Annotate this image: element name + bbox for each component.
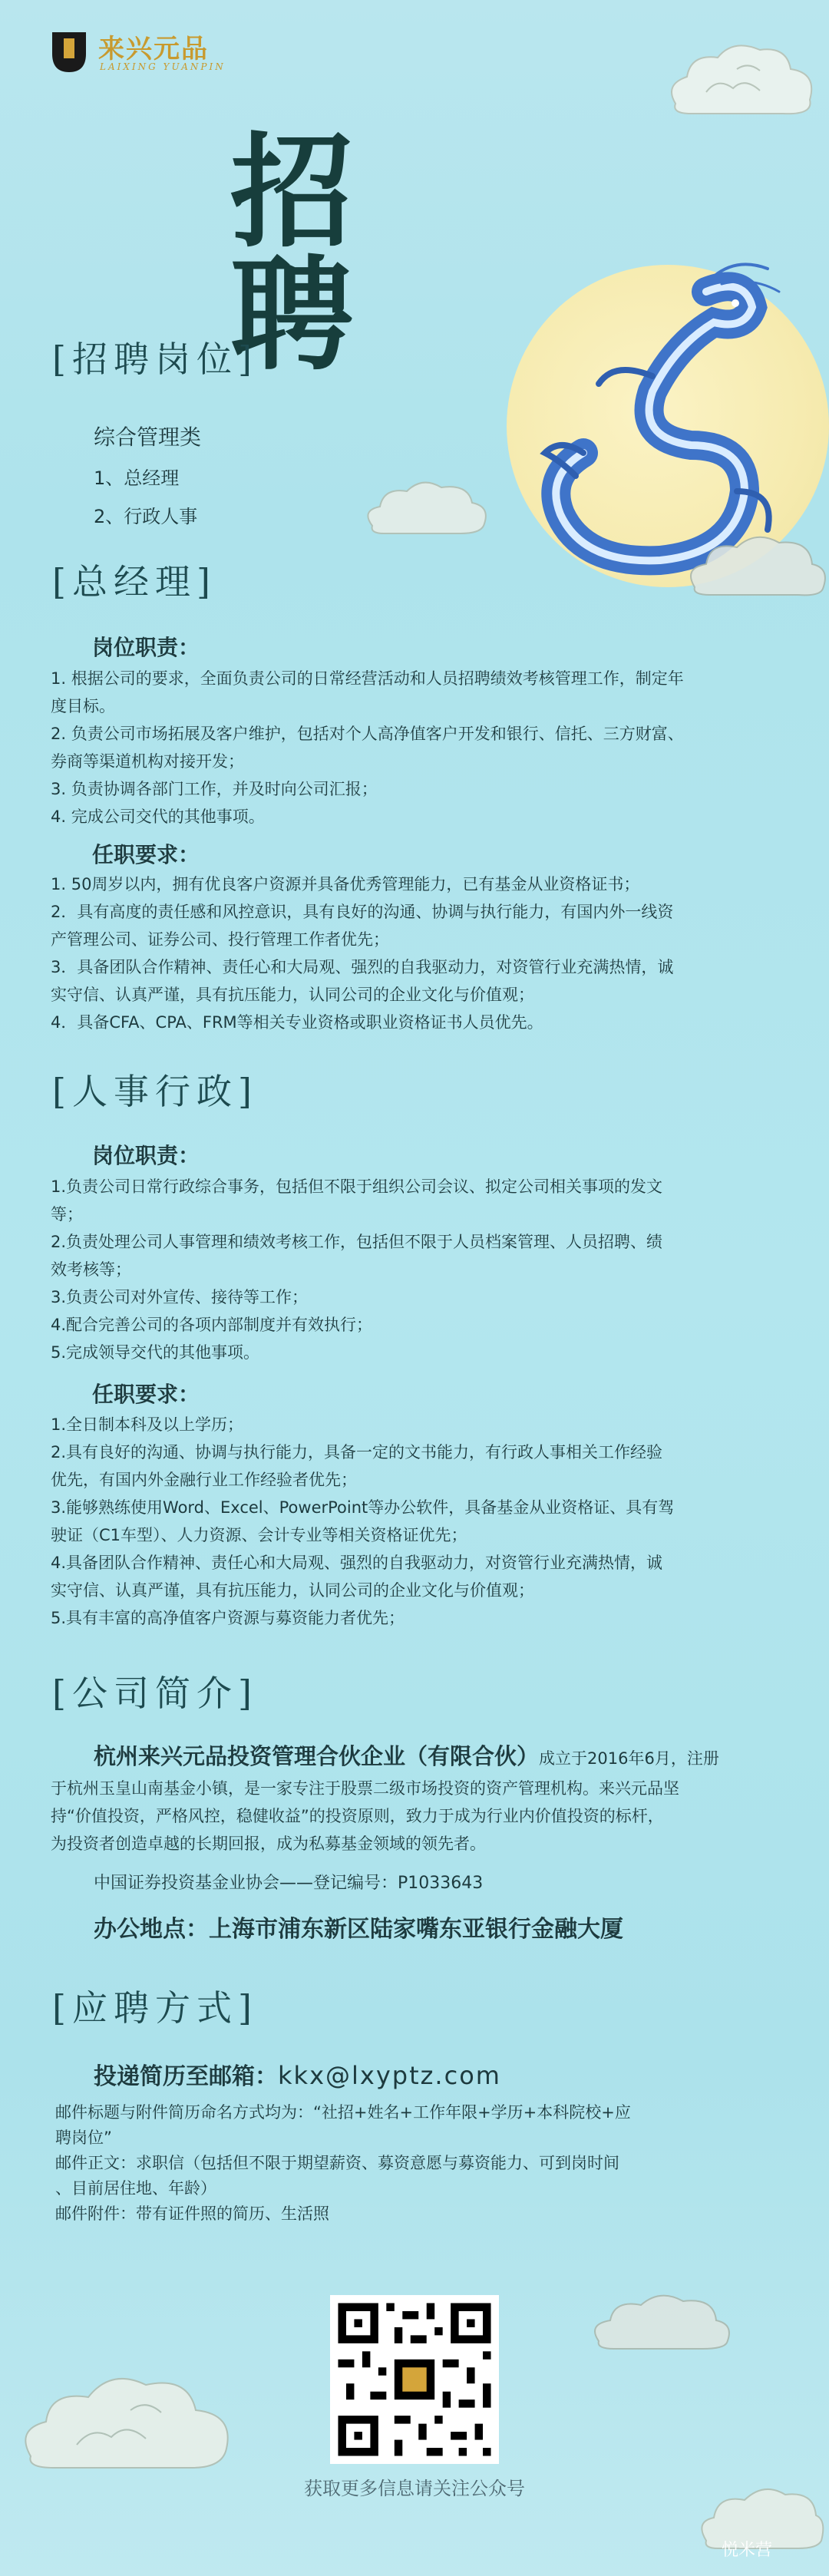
list-item: 邮件附件：带有证件照的简历、生活照	[55, 2204, 329, 2223]
company-intro-tail: 成立于2016年6月，注册	[539, 1749, 719, 1768]
qr-code[interactable]	[330, 2295, 499, 2464]
list-item: 3.能够熟练使用Word、Excel、PowerPoint等办公软件，具备基金从业资格证、具有驾	[51, 1498, 675, 1517]
cloud-icon	[683, 526, 829, 599]
list-item: 2.负责处理公司人事管理和绩效考核工作，包括但不限于人员档案管理、人员招聘、绩	[51, 1233, 663, 1251]
apply-email-line	[94, 2057, 501, 2091]
office-address: 办公地点：上海市浦东新区陆家嘴东亚银行金融大厦	[94, 1916, 623, 1943]
list-item: 3.负责公司对外宣传、接待等工作；	[51, 1288, 309, 1306]
list-item: 1. 根据公司的要求，全面负责公司的日常经营活动和人员招聘绩效考核管理工作，制定年	[51, 669, 684, 688]
gm-req-title: 任职要求：	[92, 842, 200, 867]
email-label: 投递简历至邮箱：	[94, 2063, 278, 2090]
list-item: 2.具有良好的沟通、协调与执行能力，具备一定的文书能力，有行政人事相关工作经验	[51, 1443, 663, 1461]
section-title-positions: [招聘岗位]	[52, 339, 258, 380]
list-item: 于杭州玉皇山南基金小镇，是一家专注于股票二级市场投资的资产管理机构。来兴元品坚	[51, 1779, 679, 1798]
list-item: 1. 50周岁以内，拥有优良客户资源并具备优秀管理能力，已有基金从业资格证书；	[51, 875, 640, 893]
section-title-about: [公司简介]	[52, 1673, 258, 1714]
list-item: 驶证（C1车型）、人力资源、会计专业等相关资格证优先；	[51, 1526, 467, 1544]
brand-logo	[51, 28, 281, 81]
brand-name: 来兴元品	[98, 34, 209, 64]
list-item: 为投资者创造卓越的长期回报，成为私募基金领域的领先者。	[51, 1835, 486, 1853]
list-item: 5.具有丰富的高净值客户资源与募资能力者优先；	[51, 1609, 405, 1627]
section-title-apply: [应聘方式]	[52, 1987, 258, 2029]
hr-duties	[51, 1173, 818, 1366]
list-item: 优先，有国内外金融行业工作经验者优先；	[51, 1471, 357, 1489]
list-item: 实守信、认真严谨，具有抗压能力，认同公司的企业文化与价值观；	[51, 986, 534, 1004]
list-item: 4.具备团队合作精神、责任心和大局观、强烈的自我驱动力，对资管行业充满热情，诚	[51, 1554, 663, 1572]
email-address[interactable]: kkx@lxyptz.com	[278, 2061, 501, 2090]
gm-duties-title: 岗位职责：	[92, 635, 200, 660]
watermark: 悦米营	[722, 2541, 773, 2560]
hr-reqs	[51, 1411, 818, 1632]
company-intro	[51, 1775, 818, 1858]
section-title-gm: [总经理]	[52, 561, 216, 603]
cloud-icon	[660, 31, 821, 123]
list-item: 5.完成领导交代的其他事项。	[51, 1343, 260, 1362]
hr-req-title: 任职要求：	[92, 1382, 200, 1407]
position-list	[94, 459, 197, 536]
position-category: 综合管理类	[94, 424, 202, 450]
cloud-icon	[15, 2360, 246, 2475]
registration-number: 中国证券投资基金业协会——登记编号：P1033643	[94, 1874, 484, 1893]
hr-duties-title: 岗位职责：	[92, 1143, 200, 1168]
gm-reqs	[51, 870, 818, 1036]
apply-details	[55, 2100, 823, 2227]
list-item: 3．具备团队合作精神、责任心和大局观、强烈的自我驱动力，对资管行业充满热情，诚	[51, 958, 674, 976]
section-title-hr: [人事行政]	[52, 1071, 258, 1112]
list-item: 2. 负责公司市场拓展及客户维护，包括对个人高净值客户开发和银行、信托、三方财富、	[51, 725, 684, 743]
list-item: 4.配合完善公司的各项内部制度并有效执行；	[51, 1316, 373, 1334]
list-item: 2．具有高度的责任感和风控意识，具有良好的沟通、协调与执行能力，有国内外一线资	[51, 903, 674, 921]
footer-text: 获取更多信息请关注公众号	[304, 2478, 525, 2499]
company-intro-first-line	[94, 1739, 719, 1771]
list-item: 实守信、认真严谨，具有抗压能力，认同公司的企业文化与价值观；	[51, 1581, 534, 1600]
list-item: 邮件正文：求职信（包括但不限于期望薪资、募资意愿与募资能力、可到岗时间	[55, 2154, 619, 2172]
list-item: 券商等渠道机构对接开发；	[51, 752, 244, 771]
list-item: 1.负责公司日常行政综合事务，包括但不限于组织公司会议、拟定公司相关事项的发文	[51, 1177, 663, 1196]
list-item: 、目前居住地、年龄）	[55, 2179, 216, 2198]
list-item: 1、总经理	[94, 467, 180, 489]
page-title: 招聘	[230, 120, 438, 387]
list-item: 4. 完成公司交代的其他事项。	[51, 807, 265, 826]
list-item: 4．具备CFA、CPA、FRM等相关专业资格或职业资格证书人员优先。	[51, 1013, 543, 1032]
list-item: 邮件标题与附件简历命名方式均为：“社招+姓名+工作年限+学历+本科院校+应	[55, 2103, 631, 2122]
list-item: 等；	[51, 1205, 83, 1224]
gm-duties	[51, 665, 818, 831]
list-item: 度目标。	[51, 697, 115, 715]
list-item: 产管理公司、证券公司、投行管理工作者优先；	[51, 930, 389, 949]
brand-name-en: LAIXING YUANPIN	[100, 61, 226, 72]
cloud-icon	[361, 472, 491, 537]
list-item: 聘岗位”	[55, 2129, 112, 2147]
qr-code-pattern	[330, 2295, 499, 2464]
list-item: 2、行政人事	[94, 506, 198, 527]
list-item: 1.全日制本科及以上学历；	[51, 1415, 244, 1434]
list-item: 持“价值投资，严格风控，稳健收益”的投资原则，致力于成为行业内价值投资的标杆，	[51, 1807, 664, 1825]
company-name: 杭州来兴元品投资管理合伙企业（有限合伙）	[94, 1743, 540, 1769]
logo-mark-icon	[51, 31, 88, 74]
list-item: 3. 负责协调各部门工作，并及时向公司汇报；	[51, 780, 378, 798]
cloud-icon	[587, 2286, 733, 2351]
list-item: 效考核等；	[51, 1260, 131, 1279]
